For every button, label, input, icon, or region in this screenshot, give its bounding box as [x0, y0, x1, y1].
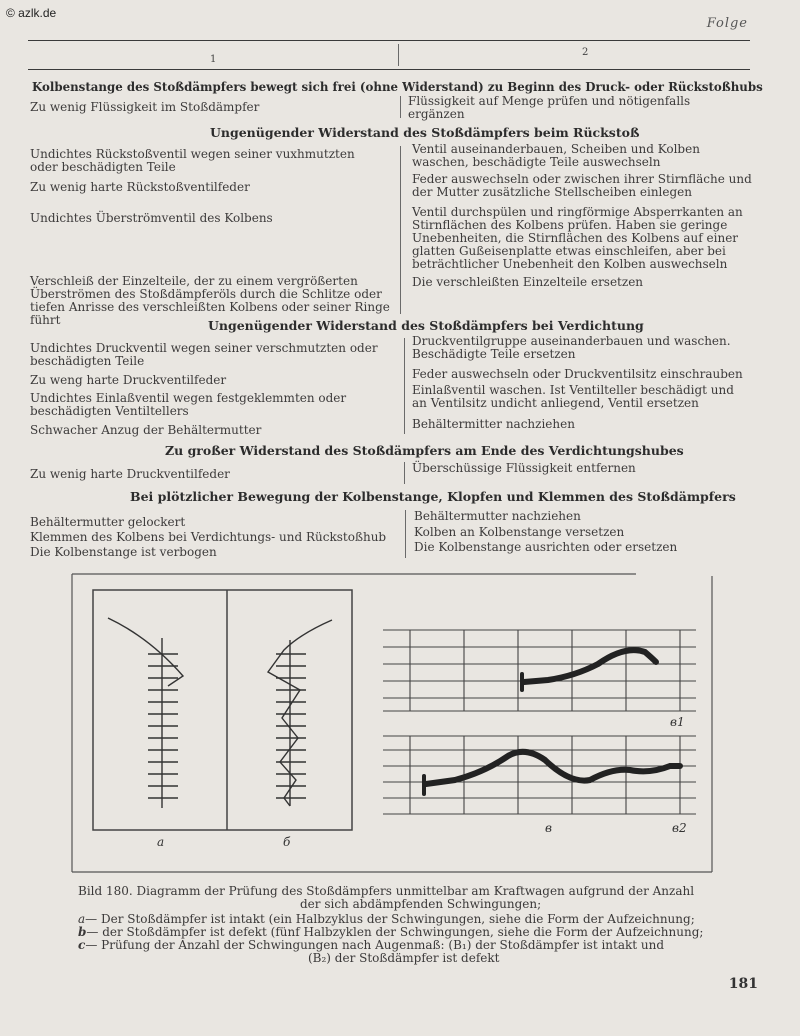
section-heading: Ungenügender Widerstand des Stoßdämpfers bei Verdichtung [208, 318, 644, 333]
section-heading: Bei plötzlicher Bewegung der Kolbenstange, Klopfen und Klemmen des Stoßdämpfers [130, 489, 736, 504]
caption-text-b: — der Stoßdämpfer ist defekt (fünf Halbzyklen der Schwingungen, siehe die Form der Aufzeichnung; [86, 925, 704, 939]
section-heading: Zu großer Widerstand des Stoßdämpfers am Ende des Verdichtungshubes [165, 443, 684, 458]
grid-v1 [383, 630, 696, 711]
cause-text: Undichtes Überströmventil des Kolbens [30, 211, 273, 225]
label-v1: в1 [670, 715, 685, 729]
column-number-2: 2 [582, 47, 589, 58]
remedy-text: Ventil durchspülen und ringförmige Absperrkanten an Stirnflächen des Kolbens prüfen. Haben sie geringe Unebenheiten, die Stirnflächen des Kolbens auf einer glatten Gußeisenplatte etwas einschleifen, aber bei beträchtlicher Unebenheit den Kolben auswechseln [412, 205, 743, 271]
label-a: a [157, 835, 165, 849]
label-b: б [283, 835, 291, 849]
trace-v1 [522, 650, 656, 690]
trace-b [268, 620, 332, 806]
remedy-text: Feder auswechseln oder Druckventilsitz einschrauben [412, 367, 743, 381]
remedy-text: Kolben an Kolbenstange versetzen [414, 525, 625, 539]
section-heading: Ungenügender Widerstand des Stoßdämpfers beim Rückstoß [210, 125, 640, 140]
cause-text: Behältermutter gelockert [30, 515, 186, 529]
section-heading: Kolbenstange des Stoßdämpfers bewegt sich frei (ohne Widerstand) zu Beginn des Druck- oder Rückstoßhubs [32, 80, 763, 94]
remedy-text: Behältermitter nachziehen [412, 417, 575, 431]
caption-key-b: b [78, 925, 87, 939]
remedy-text: Einlaßventil waschen. Ist Ventilteller beschädigt und an Ventilsitz undicht anliegend, Ventil ersetzen [412, 383, 734, 410]
column-number-1: 1 [210, 54, 217, 65]
page-number: 181 [728, 976, 758, 992]
cause-text: Zu weng harte Druckventilfeder [30, 373, 227, 387]
remedy-text: Die verschleißten Einzelteile ersetzen [412, 275, 644, 289]
remedy-text: Ventil auseinanderbauen, Scheiben und Kolben waschen, beschädigte Teile auswechseln [412, 142, 700, 169]
cause-text: Zu wenig harte Rückstoßventilfeder [30, 180, 250, 194]
cause-text: Verschleiß der Einzelteile, der zu einem vergrößerten Überströmen des Stoßdämpferöls durch die Schlitze oder tiefen Anrisse des verschleißten Kolbens oder seiner Ringe führt [30, 274, 390, 327]
watermark: © azlk.de [6, 6, 57, 20]
panel-a-b-frame [93, 590, 352, 830]
figure-caption-line2: der sich abdämpfenden Schwingungen; [300, 897, 542, 911]
remedy-text: Flüssigkeit auf Menge prüfen und nötigenfalls ergänzen [408, 94, 691, 121]
trace-a [108, 618, 183, 808]
label-v2: в2 [672, 821, 687, 835]
grid-v2 [383, 736, 696, 814]
remedy-text: Druckventilgruppe auseinanderbauen und waschen. Beschädigte Teile ersetzen [412, 334, 731, 361]
caption-key-c: c [78, 938, 86, 952]
caption-key-a: a [78, 912, 86, 926]
caption-text-a: — Der Stoßdämpfer ist intakt (ein Halbzyklus der Schwingungen, siehe die Form der Aufzeichnung; [85, 912, 695, 926]
label-v: в [545, 821, 552, 835]
remedy-text: Die Kolbenstange ausrichten oder ersetzen [414, 540, 678, 554]
remedy-text: Überschüssige Flüssigkeit entfernen [412, 461, 636, 475]
remedy-text: Feder auswechseln oder zwischen ihrer Stirnfläche und der Mutter zusätzliche Stellscheiben einlegen [412, 172, 752, 199]
cause-text: Undichtes Druckventil wegen seiner verschmutzten oder beschädigten Teile [30, 341, 378, 368]
cause-text: Schwacher Anzug der Behältermutter [30, 423, 262, 437]
cause-text: Undichtes Einlaßventil wegen festgeklemmten oder beschädigten Ventiltellers [30, 391, 347, 418]
remedy-text: Behältermutter nachziehen [414, 509, 581, 523]
folge-label: Folge [706, 16, 748, 31]
caption-text-c: — Prüfung der Anzahl der Schwingungen nach Augenmaß: (B₁) der Stoßdämpfer ist intakt und [85, 938, 665, 952]
cause-text: Undichtes Rückstoßventil wegen seiner vuxhmutzten oder beschädigten Teile [30, 147, 355, 174]
figure-frame [72, 574, 712, 872]
cause-text: Zu wenig Flüssigkeit im Stoßdämpfer [30, 100, 260, 114]
caption-item-c-cont: (B₂) der Stoßdämpfer ist defekt [308, 951, 500, 965]
cause-text: Die Kolbenstange ist verbogen [30, 545, 217, 559]
cause-text: Zu wenig harte Druckventilfeder [30, 467, 230, 481]
figure-caption-line1: Bild 180. Diagramm der Prüfung des Stoßdämpfers unmittelbar am Kraftwagen aufgrund der Anzahl [78, 884, 695, 898]
cause-text: Klemmen des Kolbens bei Verdichtungs- und Rückstoßhub [30, 530, 387, 544]
trace-v2 [424, 752, 680, 794]
